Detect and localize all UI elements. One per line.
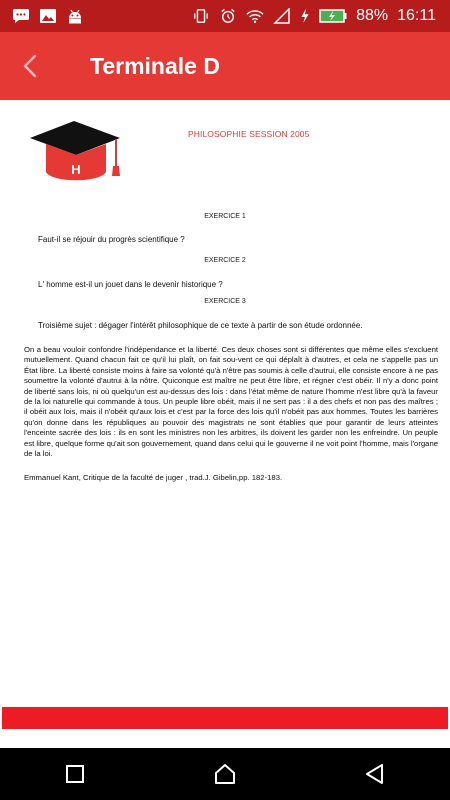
notification-icons — [0, 8, 84, 24]
home-button[interactable] — [195, 748, 255, 800]
page-title: Terminale D — [90, 52, 220, 79]
battery-percentage: 88% — [356, 7, 389, 24]
signal-icon — [273, 8, 291, 24]
citation: Emmanuel Kant, Critique de la faculté de juger , trad.J. Gibelin,pp. 182-183. — [24, 473, 283, 482]
exercise-1-question: Faut-il se réjouir du progrès scientifique ? — [38, 235, 185, 244]
document-viewer[interactable] — [0, 100, 450, 705]
exercise-2-question: L' homme est-il un jouet dans le devenir historique ? — [38, 280, 223, 289]
logo-letter: H — [71, 162, 81, 177]
exercise-2-label: EXERCICE 2 — [204, 257, 246, 264]
footer-bar — [2, 707, 448, 729]
vibrate-icon — [192, 8, 210, 24]
recents-square-icon — [65, 764, 85, 784]
exercise-1-label: EXERCICE 1 — [204, 213, 246, 220]
recents-button[interactable] — [45, 748, 105, 800]
back-triangle-icon — [365, 763, 385, 785]
status-bar — [0, 0, 450, 32]
message-icon — [12, 8, 30, 24]
system-nav-bar — [0, 748, 450, 800]
charging-icon — [300, 8, 310, 24]
clock: 16:11 — [397, 7, 436, 24]
alarm-icon — [219, 8, 237, 24]
image-icon — [39, 8, 57, 24]
exercise-3-label: EXERCICE 3 — [204, 298, 246, 305]
nav-back-button[interactable] — [345, 748, 405, 800]
battery-icon — [319, 8, 347, 24]
graduation-cap-logo-icon — [26, 118, 126, 190]
android-icon — [66, 8, 84, 24]
exercise-3-intro: Troisième sujet : dégager l'intérêt philosophique de ce texte à partir de son étude ordonnée. — [38, 321, 363, 330]
system-status — [192, 7, 450, 25]
app-bar — [0, 32, 450, 100]
text-body: On a beau vouloir confondre l'indépendance et la liberté. Ces deux choses sont si différentes que même elles s'excluent mutuellement. Quand chacun fait ce qu'il lui plaît, on fait sou-vent ce qui déplaît à d'autres, et cela ne s'appelle pas un État libre. La liberté consiste moins à faire sa volonté qu'à n'être pas soumis à celle d'autrui, elle consiste encore à ne pas soumettre la volonté d'autrui à la nôtre. Quiconque est maître ne peut être libre, et régner c'est obéir. Il n'y a donc point de liberté sans lois, ni où quelqu'un est au-dessus des lois : dans l'état même de nature l'homme n'est libre qu'à la faveur de la loi naturelle qui commande à tous. Un peuple libre obéit, mais il ne sert pas : il a des chefs et non pas des maîtres ; il obéit aux lois, mais il n'obéit qu'aux lois et c'est par la force des lois qu'il n'obéit pas aux hommes. Toutes les barrières qu'on donne dans les républiques au pouvoir des magistrats ne sont établies que pour garantir de leurs atteintes l'enceinte sacrée des lois : ils en sont les ministres non les arbitres, ils doivent les garder non les enfreindre. Un peuple est libre, quelque forme qu'ait son gouvernement, quand dans celui qui le gouverne il ne voit point l'homme, mais l'organe de la loi. — [24, 345, 438, 459]
back-button[interactable] — [0, 32, 60, 100]
document-heading: PHILOSOPHIE SESSION 2005 — [188, 129, 310, 139]
home-icon — [214, 763, 236, 785]
chevron-left-icon — [23, 54, 37, 78]
wifi-icon — [246, 8, 264, 24]
